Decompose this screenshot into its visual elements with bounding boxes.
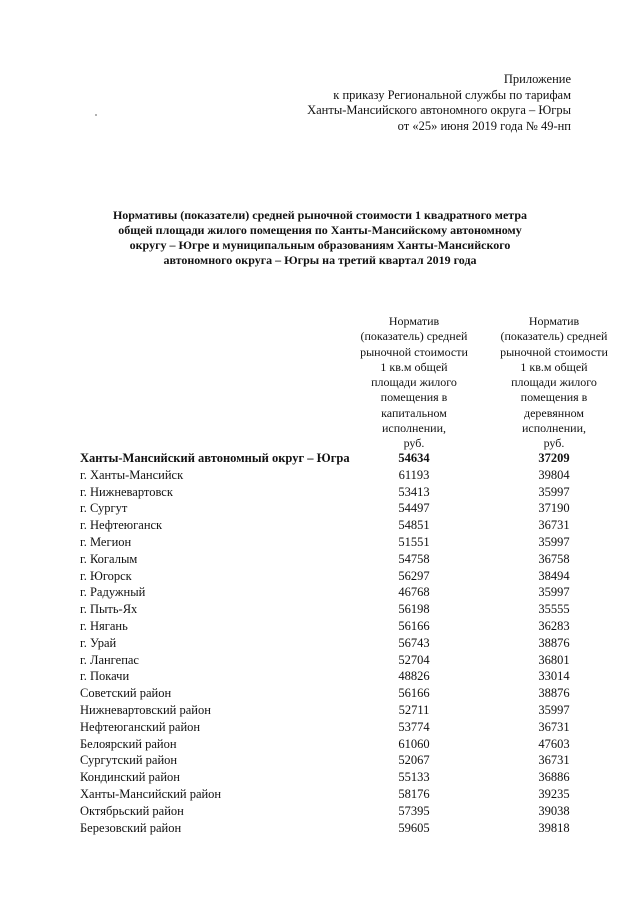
- row-value-wooden: 39235: [538, 786, 570, 801]
- table-row: [80, 635, 620, 652]
- row-value-capital: 54851: [398, 518, 430, 533]
- row-value-capital: 56198: [398, 602, 430, 617]
- row-name: г. Сургут: [80, 501, 128, 516]
- table-row: [80, 769, 620, 786]
- row-value-capital: 52067: [398, 753, 430, 768]
- row-value-wooden: 36283: [538, 618, 570, 633]
- document-title: [60, 208, 580, 268]
- header-line: площади жилого: [371, 375, 457, 390]
- row-name: г. Нягань: [80, 618, 128, 633]
- row-name: Сургутский район: [80, 753, 178, 768]
- table-row: [80, 786, 620, 803]
- row-value-capital: 52711: [398, 702, 430, 717]
- row-name: г. Пыть-Ях: [80, 602, 138, 617]
- appendix-block: [307, 72, 571, 134]
- header-line: Норматив: [528, 314, 580, 328]
- row-name: Ханты-Мансийский автономный округ – Югра: [80, 451, 350, 465]
- norms-table: [80, 314, 620, 836]
- table-row: [80, 702, 620, 719]
- scan-speck: [95, 114, 97, 116]
- table-body: [80, 450, 620, 836]
- row-value-capital: 51551: [398, 534, 430, 549]
- row-value-capital: 56166: [398, 686, 430, 701]
- row-value-wooden: 35997: [538, 585, 570, 600]
- row-value-wooden: 36886: [538, 770, 570, 785]
- row-value-capital: 59605: [398, 820, 430, 835]
- row-name: Нефтеюганский район: [80, 719, 201, 734]
- row-value-capital: 56743: [398, 635, 430, 650]
- row-value-wooden: 47603: [538, 736, 570, 751]
- row-value-capital: 61193: [398, 467, 430, 482]
- row-value-wooden: 38494: [538, 568, 570, 583]
- table-row: [80, 736, 620, 753]
- title-line: округу – Югре и муниципальным образованиям Ханты-Мансийского: [129, 238, 511, 252]
- table-row: [80, 719, 620, 736]
- row-name: Нижневартовский район: [80, 702, 211, 717]
- row-value-capital: 54758: [398, 551, 430, 566]
- row-value-capital: 56166: [398, 618, 430, 633]
- row-value-capital: 55133: [398, 770, 430, 785]
- row-value-capital: 57395: [398, 803, 430, 818]
- row-name: Белоярский район: [80, 736, 177, 751]
- table-row: [80, 467, 620, 484]
- row-value-wooden: 37190: [538, 501, 570, 516]
- row-value-wooden: 36801: [538, 652, 570, 667]
- row-value-capital: 54497: [398, 501, 430, 516]
- table-row: [80, 601, 620, 618]
- appendix-line: Ханты-Мансийского автономного округа – Югры: [307, 103, 571, 117]
- table-row: [80, 500, 620, 517]
- row-name: г. Нижневартовск: [80, 484, 173, 499]
- appendix-line: к приказу Региональной службы по тарифам: [333, 87, 571, 102]
- row-name: Кондинский район: [80, 770, 180, 785]
- header-line: исполнении,: [521, 421, 586, 436]
- header-line: (показатель) средней: [360, 329, 468, 344]
- row-value-capital: 48826: [398, 669, 430, 684]
- table-row: [80, 803, 620, 820]
- row-value-wooden: 35997: [538, 484, 570, 499]
- table-row: [80, 668, 620, 685]
- column-header-wooden: [488, 314, 620, 452]
- row-value-wooden: 39804: [538, 467, 570, 482]
- row-name: Октябрьский район: [80, 803, 184, 818]
- row-name: г. Радужный: [80, 585, 146, 600]
- row-name: г. Ханты-Мансийск: [80, 467, 184, 482]
- table-row: [80, 517, 620, 534]
- header-line: руб.: [543, 436, 565, 451]
- row-name: г. Покачи: [80, 669, 130, 684]
- table-row: [80, 618, 620, 635]
- table-row: [80, 484, 620, 501]
- table-header: [80, 314, 620, 450]
- appendix-line: Приложение: [503, 72, 571, 86]
- row-value-wooden: 37209: [538, 451, 570, 465]
- row-name: г. Югорск: [80, 568, 132, 583]
- header-line: руб.: [403, 436, 425, 451]
- table-row: [80, 534, 620, 551]
- title-line: Нормативы (показатели) средней рыночной стоимости 1 квадратного метра: [112, 208, 528, 222]
- row-name: г. Лангепас: [80, 652, 139, 667]
- header-line: Норматив: [388, 314, 440, 328]
- row-value-capital: 53413: [398, 484, 430, 499]
- header-line: (показатель) средней: [500, 329, 608, 344]
- row-value-wooden: 33014: [538, 669, 570, 684]
- row-name: Ханты-Мансийский район: [80, 786, 222, 801]
- appendix-line: от «25» июня 2019 года № 49-нп: [397, 118, 571, 133]
- table-row: [80, 752, 620, 769]
- row-value-wooden: 35997: [538, 534, 570, 549]
- row-value-capital: 58176: [398, 786, 430, 801]
- row-value-wooden: 36731: [538, 753, 570, 768]
- header-line: площади жилого: [511, 375, 597, 390]
- table-row: [80, 584, 620, 601]
- row-value-wooden: 39038: [538, 803, 570, 818]
- row-value-wooden: 36731: [538, 518, 570, 533]
- row-value-capital: 46768: [398, 585, 430, 600]
- table-row: [80, 820, 620, 837]
- row-name: г. Нефтеюганск: [80, 518, 163, 533]
- header-line: рыночной стоимости: [500, 344, 608, 359]
- row-name: г. Когалым: [80, 551, 138, 566]
- row-value-capital: 61060: [398, 736, 430, 751]
- row-value-wooden: 38876: [538, 635, 570, 650]
- row-value-wooden: 36731: [538, 719, 570, 734]
- row-value-wooden: 39818: [538, 820, 570, 835]
- title-line: общей площади жилого помещения по Ханты-Мансийскому автономному: [118, 223, 522, 237]
- row-name: Советский район: [80, 686, 172, 701]
- row-value-wooden: 36758: [538, 551, 570, 566]
- header-line: исполнении,: [381, 421, 446, 436]
- header-line: помещения в: [380, 390, 448, 405]
- table-row: [80, 568, 620, 585]
- row-value-capital: 56297: [398, 568, 430, 583]
- table-row: [80, 685, 620, 702]
- header-line: помещения в: [520, 390, 588, 405]
- table-row: [80, 652, 620, 669]
- table-row-total: [80, 450, 620, 467]
- column-header-capital: [348, 314, 480, 452]
- row-name: Березовский район: [80, 820, 182, 835]
- row-name: г. Урай: [80, 635, 117, 650]
- row-value-wooden: 38876: [538, 686, 570, 701]
- row-value-capital: 52704: [398, 652, 430, 667]
- header-line: 1 кв.м общей: [380, 359, 448, 374]
- row-value-wooden: 35555: [538, 602, 570, 617]
- header-line: деревянном: [524, 405, 584, 420]
- row-value-capital: 54634: [398, 451, 430, 465]
- header-line: рыночной стоимости: [360, 344, 468, 359]
- row-value-capital: 53774: [398, 719, 430, 734]
- header-line: капитальном: [381, 405, 447, 420]
- row-value-wooden: 35997: [538, 702, 570, 717]
- row-name: г. Мегион: [80, 534, 132, 549]
- header-line: 1 кв.м общей: [520, 359, 588, 374]
- title-line: автономного округа – Югры на третий квартал 2019 года: [163, 253, 477, 267]
- table-row: [80, 551, 620, 568]
